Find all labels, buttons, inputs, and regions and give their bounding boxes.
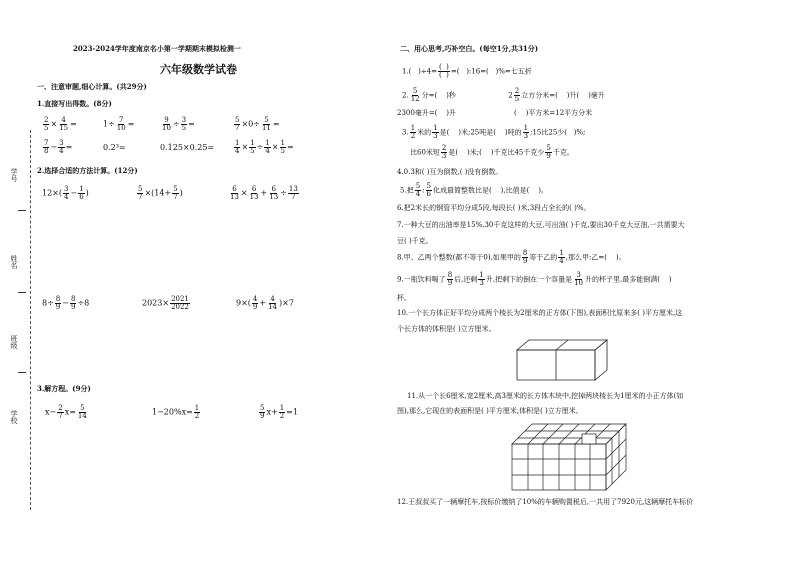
binding-label-student-id: 学号 [10, 168, 18, 182]
q1-item-8: $\frac{1}{4}$ × $\frac{1}{5}$ ÷ $\frac{1}{4}$ × $\frac{1}{5}$ = [235, 139, 294, 155]
q3-item-3: $\frac{5}{9}$ x+ $\frac{1}{2}$ =1 [260, 404, 298, 420]
p2-line-7: 5.把 $\frac{5}{4}$ : $\frac{5}{6}$ 化成最简整数比是( ),比值是( )。 [400, 182, 548, 198]
q1-item-4: $\frac{5}{7}$ ×0÷ $\frac{5}{11}$ = [235, 116, 280, 132]
grid-block-figure [510, 420, 630, 492]
p2-line-1: 1.( )÷4= $\frac{( )}{( )}$ =( ):16=( )%=七五折 [402, 63, 532, 79]
part2-heading: 二、用心思考,巧补空白。(每空1分,共31分) [400, 44, 539, 53]
q3-item-2: 1−20%x= $\frac{1}{2}$ [152, 404, 200, 420]
q2-item-2: $\frac{5}{7}$ ×(14+ $\frac{5}{7}$ ) [138, 185, 183, 201]
cuboid-figure [515, 338, 625, 382]
binding-label-name: 姓名 [10, 255, 18, 269]
p2-line-13: 杯。 [397, 294, 411, 302]
q2-heading: 2.选择合适的方法计算。(12分) [37, 166, 138, 175]
p2-line-10: 豆( )千克。 [397, 237, 433, 245]
q2-item-1: 12×( $\frac{3}{4}$ − $\frac{1}{6}$ ) [42, 185, 89, 201]
p2-line-6: 4.0.3和( )互为倒数,( )没有倒数。 [397, 168, 503, 176]
exam-title: 2023-2024学年度南京名小第一学期期末模拟检测一 [73, 44, 241, 53]
p2-line-17: 图),那么,它现在的表面积是( )平方厘米,体积是( )立方厘米。 [397, 407, 583, 415]
p2-line-11: 8.甲、乙两个整数(都不等于0),如果甲的 $\frac{8}{9}$ 等于乙的 $\frac{1}{4}$ ,那么甲:乙=( )。 [397, 249, 626, 265]
p2-line-3: 2300毫升=( )升 ( )平方米=12平方分米 [397, 109, 593, 117]
q1-item-3: $\frac{9}{10}$ ÷ $\frac{3}{5}$ = [162, 116, 195, 132]
binding-dashed-line [30, 130, 31, 510]
p2-line-4: 3. $\frac{1}{2}$ 米的 $\frac{1}{3}$ 是( )米;25吨是( )吨的 $\frac{1}{3}$ ;15比25少( )%; [402, 124, 586, 140]
p2-line-18: 12.王叔叔买了一辆摩托车,按标价缴纳了10%的车辆购置税后,一共用了7920元,这辆摩托车标价 [397, 498, 694, 506]
q3-heading: 3.解方程。(9分) [37, 384, 91, 393]
p2-line-14: 10.一个长方体正好平均分成两个棱长为2厘米的正方体(下图),表面积比原来多( )平方厘米,这 [397, 309, 683, 317]
binding-mark [18, 292, 26, 293]
binding-mark [18, 372, 26, 373]
q1-item-7: 0.125×0.25= [160, 143, 215, 152]
p2-line-12: 9.一瓶饮料喝了 $\frac{8}{9}$ 后,还剩 $\frac{1}{3}$ 升,把剩下的倒在一个容量是 $\frac{3}{10}$ 升的杯子里,最多能倒满( ) [397, 271, 672, 287]
binding-label-school: 学校 [10, 410, 18, 424]
p2-line-16: 11.从一个长6厘米,宽2厘米,高3厘米的长方体木块中,挖掉两块棱长为1厘米的小正方体(如 [407, 392, 684, 400]
q1-heading: 1.直接写出得数。(8分) [37, 99, 112, 108]
p2-line-5: 比60米短 $\frac{2}{3}$ 是( )米;( )千克比45千克少 $\frac{5}{9}$ 千克。 [410, 144, 574, 160]
q1-item-5: $\frac{7}{8}$ − $\frac{3}{4}$ = [44, 139, 73, 155]
p2-line-2: 2. $\frac{5}{12}$ 分=( )秒 2 $\frac{2}{5}$ 立方分米=( )升( )毫升 [402, 87, 605, 103]
q2-item-6: 9×( $\frac{4}{9}$ + $\frac{4}{14}$ )×7 [236, 295, 294, 311]
q1-item-6: 0.2³= [103, 143, 126, 152]
q3-item-1: x− $\frac{2}{7}$ x= $\frac{5}{14}$ [45, 404, 87, 420]
p2-line-8: 6.把2米长的钢管平均分成5段,每段长( )米,3段占全长的( )%。 [397, 204, 591, 212]
binding-label-class: 班级 [10, 335, 18, 349]
binding-mark [18, 210, 26, 211]
p2-line-15: 个长方体的体积是( )立方厘米。 [397, 325, 496, 333]
p2-line-9: 7.一种大豆的出油率是15%,30千克这样的大豆,可出油( )千克,要出30千克大豆油,一共需要大 [397, 221, 685, 229]
paper-title: 六年级数学试卷 [160, 63, 237, 76]
q1-item-1: $\frac{2}{5}$ × $\frac{4}{15}$ = [44, 116, 77, 132]
part1-heading: 一、注意审题,细心计算。(共29分) [37, 82, 147, 91]
q2-item-3: $\frac{6}{13}$ × $\frac{6}{13}$ + $\frac{6}{13}$ ÷ $\frac{13}{7}$ [230, 185, 298, 201]
q1-item-2: 1÷ $\frac{7}{10}$ = [103, 116, 135, 132]
q2-item-4: 8÷ $\frac{8}{9}$ − $\frac{8}{9}$ ÷8 [42, 295, 90, 311]
q2-item-5: 2023× $\frac{2021}{2022}$ [142, 295, 189, 311]
